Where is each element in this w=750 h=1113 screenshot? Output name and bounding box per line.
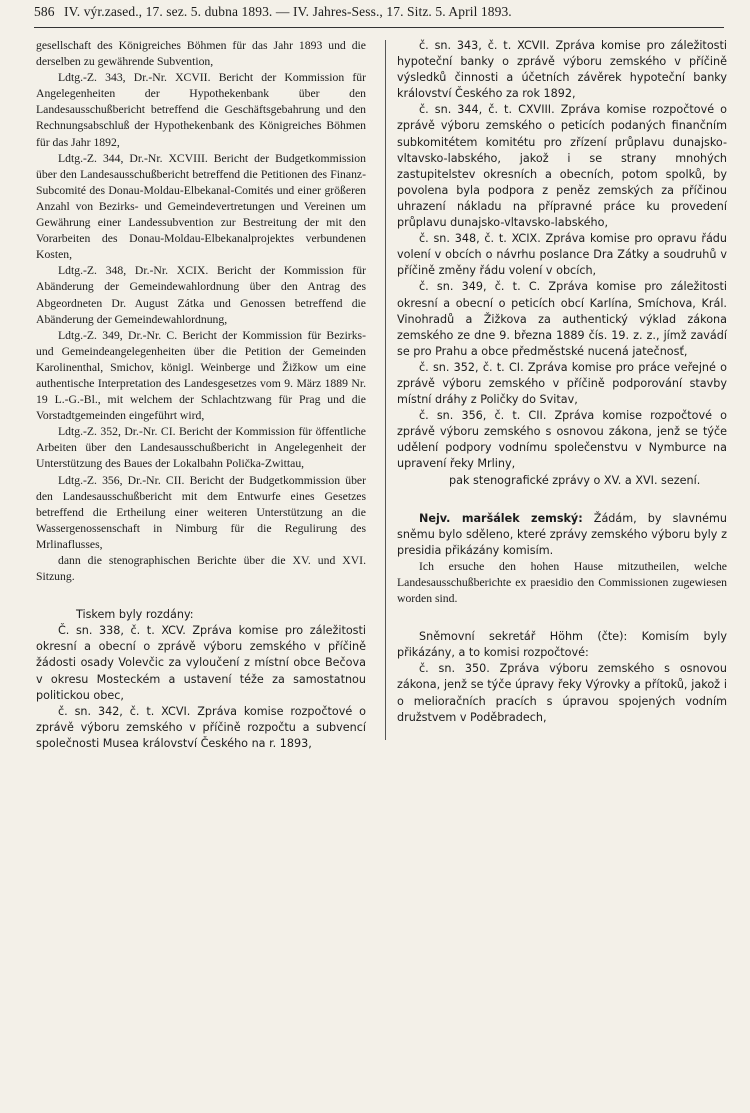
speaker-name: Nejv. maršálek zemský: bbox=[419, 511, 583, 525]
spacer bbox=[397, 489, 727, 511]
right-column bbox=[397, 38, 727, 726]
header-rule bbox=[34, 27, 724, 28]
spacer bbox=[397, 607, 727, 629]
left-paragraph-2: Ldtg.-Z. 343, Dr.-Nr. XCVII. Bericht der Kommission für Angelegenheiten der Hypothekenbank über den Landesausschußbericht betreffend die Geschäftsgebahrung und den Rechnungsabschluß der Hypothekenbank des Königreiches Böhmen für das Jahr 1892, bbox=[36, 71, 366, 149]
right-paragraph-8 bbox=[397, 511, 727, 559]
right-paragraph-6: č. sn. 356, č. t. CII. Zpráva komise rozpočtové o zprávě výboru zemského s osnovou zákona, jenž se týče udělení podpory vodnímu společenstvu v Nymburce na upravení řeky Mrliny, bbox=[397, 409, 727, 471]
left-paragraph-5: Ldtg.-Z. 349, Dr.-Nr. C. Bericht der Kommission für Bezirks- und Gemeindeangelegenheiten über die Petition der Gemeinden Karolinenthal, Smichov, königl. Weinberge und Žižkow um eine authentische Interpretation des Landesgesetzes vom 9. März 1889 Nr. 19 L.-G.-Bl., mit welchem der Schlachtzwang für Prag und die Vorstadtgemeinden eingeführt wird, bbox=[36, 328, 366, 423]
right-paragraph-9: Ich ersuche den hohen Hause mitzutheilen, welche Landesausschußberichte ex praesidio den Commissionen zugewiesen worden sind. bbox=[397, 559, 727, 606]
speech-text: Žádám, by slavnému sněmu bylo sděleno, které zprávy zemského výboru byly z presidia přikázány komisím. bbox=[397, 511, 727, 557]
right-paragraph-11: č. sn. 350. Zpráva výboru zemského s osnovou zákona, jenž se týče úpravy řeky Výrovky a přítoků, jakož i o melioračních pracích s úpravou spojených vodním družstvem v Poděbradech, bbox=[397, 662, 727, 724]
right-paragraph-7: pak stenografické zprávy o XV. a XVI. sezení. bbox=[449, 473, 701, 487]
right-paragraph-3: č. sn. 348, č. t. XCIX. Zpráva komise pro opravu řádu volení v obcích o návrhu poslance Dra Zátky a soudruhů v příčině změny řádu volení v obcích, bbox=[397, 232, 727, 278]
right-paragraph-4: č. sn. 349, č. t. C. Zpráva komise pro záležitosti okresní a obecní o peticích obcí Karlína, Smíchova, Král. Vinohradů a Žižkova za authentický výklad zákona zemského ze dne 9. března 1889 čís. 19. z. z., jímž zavádí se pro Prahu a obce předměstské nucená jatečnosť, bbox=[397, 280, 727, 358]
right-paragraph-10 bbox=[397, 629, 727, 661]
header-text: IV. výr.zased., 17. sez. 5. dubna 1893. — IV. Jahres-Sess., 17. Sitz. 5. April 1893. bbox=[64, 4, 512, 19]
left-paragraph-7: Ldtg.-Z. 356, Dr.-Nr. CII. Bericht der Budgetkommission über den Landesausschußbericht mit dem Entwurfe eines Gesetzes betreffend die Ertheilung einer weiteren Unterstützung an die Wassergenossenschaft in Nimburg für die Regulirung des Mrlinaflusses, bbox=[36, 473, 366, 551]
section-heading: Tiskem byly rozdány: bbox=[76, 608, 194, 622]
left-paragraph-11: č. sn. 342, č. t. XCVI. Zpráva komise rozpočtové o zprávě výboru zemského v příčině rozpočtu a subvencí společnosti Musea království Českého na r. 1893, bbox=[36, 704, 366, 750]
left-column bbox=[36, 38, 366, 752]
spacer bbox=[36, 585, 366, 607]
left-paragraph-4: Ldtg.-Z. 348, Dr.-Nr. XCIX. Bericht der Kommission für Abänderung der Gemeindewahlordnung über den Antrag des Abgeordneten Dr. August Zátka und Genossen betreffend die Abänderung der Gemeindewahlordnung, bbox=[36, 264, 366, 326]
speaker-name: Sněmovní sekretář Höhm (čte): bbox=[419, 630, 628, 644]
left-paragraph-1: gesellschaft des Königreiches Böhmen für das Jahr 1893 und die derselben zu gewährende Subvention, bbox=[36, 39, 366, 69]
right-paragraph-5: č. sn. 352, č. t. CI. Zpráva komise pro práce veřejné o zprávě výboru zemského v příčině podporování stavby místní dráhy z Poličky do Svitav, bbox=[397, 360, 727, 407]
speech-text: Komisím byly přikázány, a to komisi rozpočtové: bbox=[397, 630, 727, 660]
right-paragraph-1: č. sn. 343, č. t. XCVII. Zpráva komise pro záležitosti hypoteční banky o zprávě výboru zemského v příčině výsledků činnosti a účetních závěrek hypoteční banky království Českého za rok 1892, bbox=[397, 39, 727, 101]
left-paragraph-10: Č. sn. 338, č. t. XCV. Zpráva komise pro záležitosti okresní a obecní o zprávě výboru zemského v příčině žádosti osady Volevčic za vyloučení z místní obce Bečova v okresu Mosteckém a ustavení téže za samostatnou politickou obec, bbox=[36, 624, 366, 702]
left-paragraph-3: Ldtg.-Z. 344, Dr.-Nr. XCVIII. Bericht der Budgetkommission über den Landesausschußbericht betreffend die Petitionen des Finanz-Subcomité des Donau-Moldau-Elbekanal-Comités und einer größeren Anzahl von Bezirks- und Gemeindevertretungen und Vereinen um Gewährung einer Landessubvention zur Bestreitung der mit den Vorarbeiten des Donau-Moldau-Elbekanalprojektes verbundenen Kosten, bbox=[36, 151, 366, 262]
left-paragraph-8: dann die stenographischen Berichte über die XV. und XVI. Sitzung. bbox=[36, 554, 366, 584]
page-header bbox=[34, 4, 724, 20]
page-number: 586 bbox=[34, 4, 55, 19]
left-paragraph-6: Ldtg.-Z. 352, Dr.-Nr. CI. Bericht der Kommission für öffentliche Arbeiten über den Landesausschußbericht in Angelegenheit der Unterstützung des Baues der Lokalbahn Polička-Zwittau, bbox=[36, 425, 366, 471]
column-divider bbox=[385, 40, 386, 740]
right-paragraph-2: č. sn. 344, č. t. CXVIII. Zpráva komise rozpočtové o zprávě výboru zemského o peticích podaných finančním subkomitétem komitétu pro zřízení průplavu dunajsko-vltavsko-labského, jakož i se strany mnohých zastupitelstev okresních a obecních, potom spolků, by povolena byla podpora z peněz zemských za příčinou uhrazení nákladu na přípravné práce ku provedení průplavu dunajsko-vltavsko-labského, bbox=[397, 103, 727, 230]
